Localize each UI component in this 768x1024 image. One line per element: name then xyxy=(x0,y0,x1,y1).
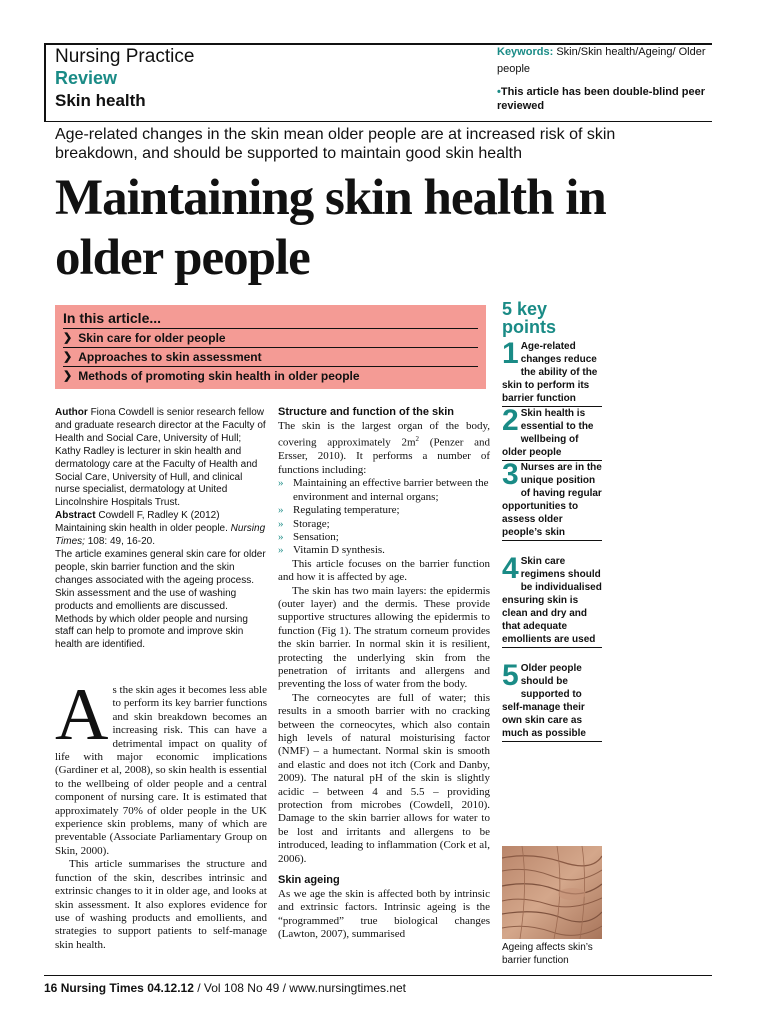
skin-photo xyxy=(502,846,602,939)
body-paragraph: The corneocytes are full of water; this results in a smooth barrier with no cracking between the corneocytes, which also contain high levels of natural moisturising factor (NMF) – a humectant. Normal skin is smooth and elastic and does not itch (Cork and Danby, 2009). The natural pH of the skin is slightly acidic – between 4 and 5.5 – providing protection from microbes (Cowdell, 2010). Damage to the skin barrier allows for water to be lost and irritants and allergens to be introduced, leading to inflammation (Cork et al, 2006). xyxy=(278,691,490,865)
key-point-number: 2 xyxy=(502,404,519,437)
key-point-text: Skin health is essential to the wellbeing of older people xyxy=(502,408,594,458)
key-point-number: 1 xyxy=(502,337,519,370)
key-point xyxy=(502,458,602,541)
list-item: » Maintaining an effective barrier between the environment and internal organs; xyxy=(278,477,490,504)
list-item: » Vitamin D synthesis. xyxy=(278,544,490,557)
chevron-right-icon: ❯ xyxy=(63,351,73,363)
abstract-text: The article examines general skin care for older people, skin barrier function and the skin changes associated with the ageing process. Skin assessment and the use of washing products and emollients are discussed. Methods by which older people and nursing staff can help to promote and improve skin health are identified. xyxy=(55,548,266,651)
standfirst: Age-related changes in the skin mean older people are at increased risk of skin breakdown, and should be supported to maintain good skin health xyxy=(55,126,616,162)
section-heading: Structure and function of the skin xyxy=(278,406,455,418)
abstract-journal: Nursing Times; xyxy=(55,523,266,548)
key-point-text: Nurses are in the unique position of having regular opportunities to assess older people’s skin xyxy=(502,462,602,538)
body-paragraph: This article summarises the structure and function of the skin, describes intrinsic and extrinsic changes to it in older age, and looks at skin assessment. It also explores evidence for use of washing products and emollients, and strategies to support patients to self-manage skin health. xyxy=(55,858,267,951)
key-point xyxy=(502,404,602,461)
peer-review-note xyxy=(497,85,712,113)
section-heading: Skin ageing xyxy=(278,874,340,887)
author-text: Fiona Cowdell is senior research fellow and graduate research director at the Faculty of Health and Social Care, University of Hull; Kathy Radley is lecturer in skin health and dermatology care at the Faculty of Health and Social Care, University of Hull, and clinical nurse specialist, dermatology at United Lincolnshire Hospitals Trust. xyxy=(55,407,266,509)
body-text: (Penzer and Ersser, 2010). It performs a number of functions including: xyxy=(278,437,490,476)
in-this-article-item-label: Methods of promoting skin health in older people xyxy=(78,369,360,383)
divider xyxy=(44,975,712,976)
body-paragraph xyxy=(55,674,268,858)
body-column-1 xyxy=(55,674,268,952)
author-abstract xyxy=(55,407,267,652)
skin-photo-image xyxy=(502,846,602,939)
functions-list xyxy=(278,477,490,557)
list-item: » Regulating temperature; xyxy=(278,504,490,517)
frame-rule xyxy=(44,43,46,122)
footer-date: 04.12.12 xyxy=(147,981,194,995)
in-this-article-item xyxy=(63,367,478,385)
body-text: The skin is the largest organ of the body, covering approximately 2m xyxy=(278,420,490,450)
in-this-article-item-label: Skin care for older people xyxy=(78,331,226,345)
body-paragraph: The skin has two main layers: the epidermis (outer layer) and the dermis. These provide supportive structures allowing the epidermis to function (Fig 1). The stratum corneum provides the skin barrier. In normal skin it is resilient, protecting the underlying skin from the penetration of irritants and allergens and preventing the loss of water from the body. xyxy=(278,584,490,691)
subsection-label: Review xyxy=(55,68,118,88)
page-number: 16 xyxy=(44,981,58,995)
footer-brand: Nursing Times xyxy=(60,981,144,995)
photo-caption: Ageing affects skin’s barrier function xyxy=(502,942,593,966)
footer-info: / Vol 108 No 49 / www.nursingtimes.net xyxy=(193,981,407,995)
list-item: » Storage; xyxy=(278,518,490,531)
chevron-right-icon: ❯ xyxy=(63,332,73,344)
body-paragraph: As we age the skin is affected both by intrinsic and extrinsic factors. Intrinsic ageing is the “programmed” true biological changes (Lawton, 2007), summarised xyxy=(278,888,490,941)
key-point-text: Age-related changes reduce the ability of the skin to perform its barrier function xyxy=(502,341,598,404)
chevron-right-icon: ❯ xyxy=(63,370,73,382)
key-point-text: Older people should be supported to self-manage their own skin care as much as possible xyxy=(502,663,586,739)
body-text: s the skin ages it becomes less able to perform its key barrier functions and skin breakdown becomes an increasing risk. This can have a detrimental impact on quality of life with major economic implications (Gardiner et al, 2008), so skin health is essential to the wellbeing of older people and a central component of nursing care. It is estimated that approximately 70% of older people in the UK experience skin problems, many of which are preventable (Associate Parliamentary Group on Skin, 2000). xyxy=(55,684,268,857)
abstract-label: Abstract xyxy=(55,510,96,522)
topic-label: Skin health xyxy=(55,91,146,110)
keywords-text: Skin/Skin health/Ageing/ Older people xyxy=(497,46,706,75)
bullet-icon: • xyxy=(497,86,501,98)
body-paragraph: This article focuses on the barrier function and how it is affected by age. xyxy=(278,557,490,584)
abstract-volume: 108: 49, 16-20. xyxy=(87,536,155,548)
in-this-article-title: In this article... xyxy=(63,309,478,329)
section-label: Nursing Practice xyxy=(55,46,195,67)
drop-cap: A xyxy=(55,674,109,756)
body-paragraph xyxy=(278,420,490,477)
key-point-number: 3 xyxy=(502,458,519,491)
in-this-article-item xyxy=(63,348,478,367)
key-point xyxy=(502,659,602,742)
key-point xyxy=(502,337,602,407)
abstract-citation: Cowdell F, Radley K (2012) Maintaining skin health in older people. xyxy=(55,510,228,535)
key-point-number: 5 xyxy=(502,659,519,692)
superscript: 2 xyxy=(415,435,420,444)
in-this-article-item xyxy=(63,329,478,348)
list-item: » Sensation; xyxy=(278,531,490,544)
keywords xyxy=(497,44,712,78)
in-this-article-item-label: Approaches to skin assessment xyxy=(78,350,262,364)
key-points-title: 5 key points xyxy=(502,299,556,337)
keywords-label: Keywords: xyxy=(497,46,554,58)
body-column-2 xyxy=(278,405,490,942)
divider xyxy=(44,121,712,122)
peer-review-text: This article has been double-blind peer reviewed xyxy=(497,86,706,112)
key-point-number: 4 xyxy=(502,552,519,585)
in-this-article-box xyxy=(55,305,486,389)
page-footer xyxy=(44,981,406,995)
key-point xyxy=(502,552,602,648)
key-point-text: Skin care regimens should be individualised ensuring skin is clean and dry and that adequate emollients are used xyxy=(502,556,602,645)
page-title: Maintaining skin health in older people xyxy=(55,170,606,286)
author-label: Author xyxy=(55,407,88,418)
